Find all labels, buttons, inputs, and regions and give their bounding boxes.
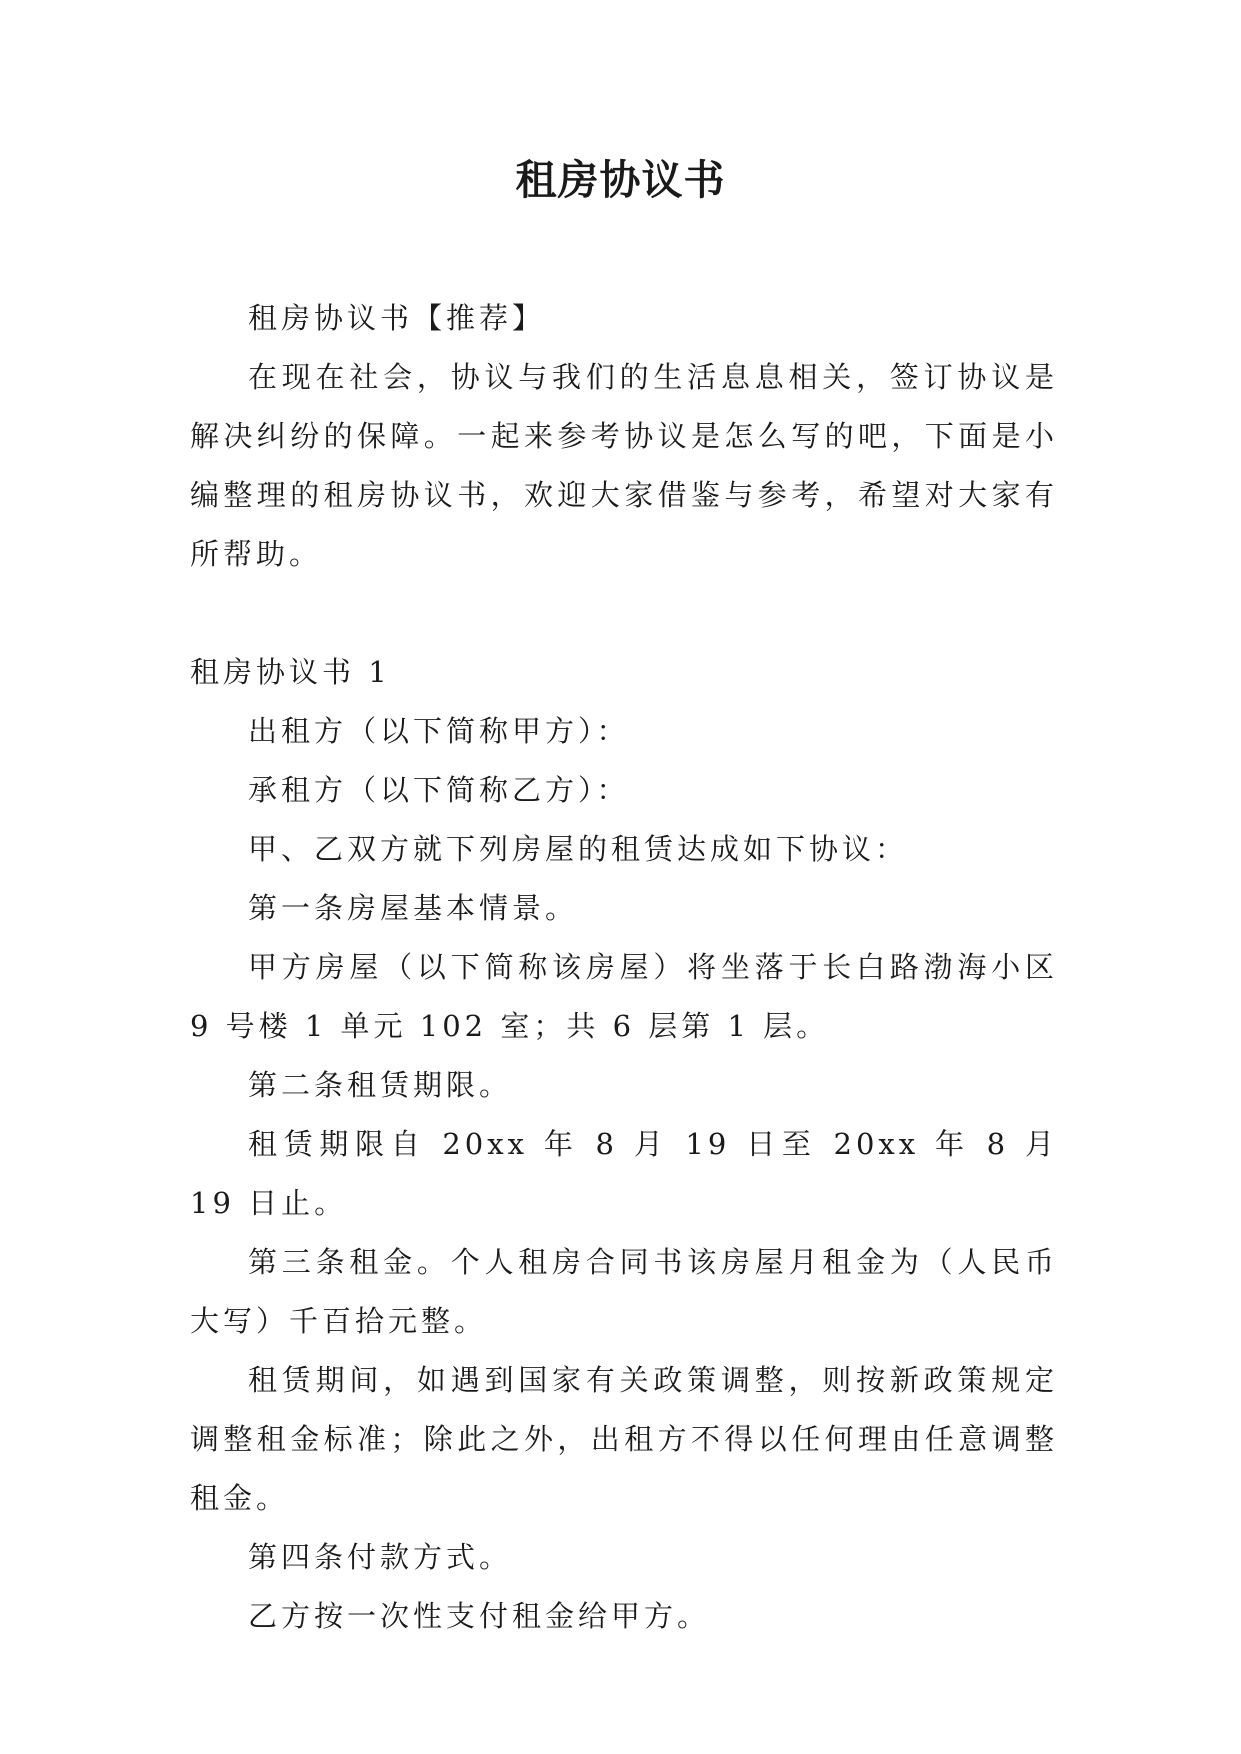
paragraph-spacer bbox=[190, 584, 1058, 643]
article-1-body: 甲方房屋（以下简称该房屋）将坐落于长白路渤海小区 9 号楼 1 单元 102 室；共 6 层第 1 层。 bbox=[190, 950, 1058, 1043]
article-4-heading: 第四条付款方式。 bbox=[248, 1540, 513, 1574]
article-3-body: 第三条租金。个人租房合同书该房屋月租金为（人民币大写）千百拾元整。 bbox=[190, 1245, 1058, 1338]
section-heading: 租房协议书 1 bbox=[190, 655, 391, 689]
rent-adjustment-paragraph: 租赁期间，如遇到国家有关政策调整，则按新政策规定调整租金标准；除此之外，出租方不得以任何理由任意调整租金。 bbox=[190, 1363, 1058, 1515]
agreement-intro: 甲、乙双方就下列房屋的租赁达成如下协议： bbox=[248, 832, 909, 866]
intro-paragraph: 在现在社会，协议与我们的生活息息相关，签订协议是解决纠纷的保障。一起来参考协议是怎么写的吧，下面是小编整理的租房协议书，欢迎大家借鉴与参考，希望对大家有所帮助。 bbox=[190, 360, 1058, 571]
document-title: 租房协议书 bbox=[515, 156, 726, 204]
document-body bbox=[190, 289, 1058, 1646]
article-2-heading: 第二条租赁期限。 bbox=[248, 1068, 513, 1102]
lessee-line: 承租方（以下简称乙方）： bbox=[248, 773, 630, 807]
article-2-body: 租赁期限自 20xx 年 8 月 19 日至 20xx 年 8 月 19 日止。 bbox=[190, 1127, 1058, 1220]
subtitle-paragraph: 租房协议书【推荐】 bbox=[248, 301, 546, 335]
article-1-heading: 第一条房屋基本情景。 bbox=[248, 891, 579, 925]
article-4-body: 乙方按一次性支付租金给甲方。 bbox=[248, 1599, 711, 1633]
lessor-line: 出租方（以下简称甲方）： bbox=[248, 714, 630, 748]
